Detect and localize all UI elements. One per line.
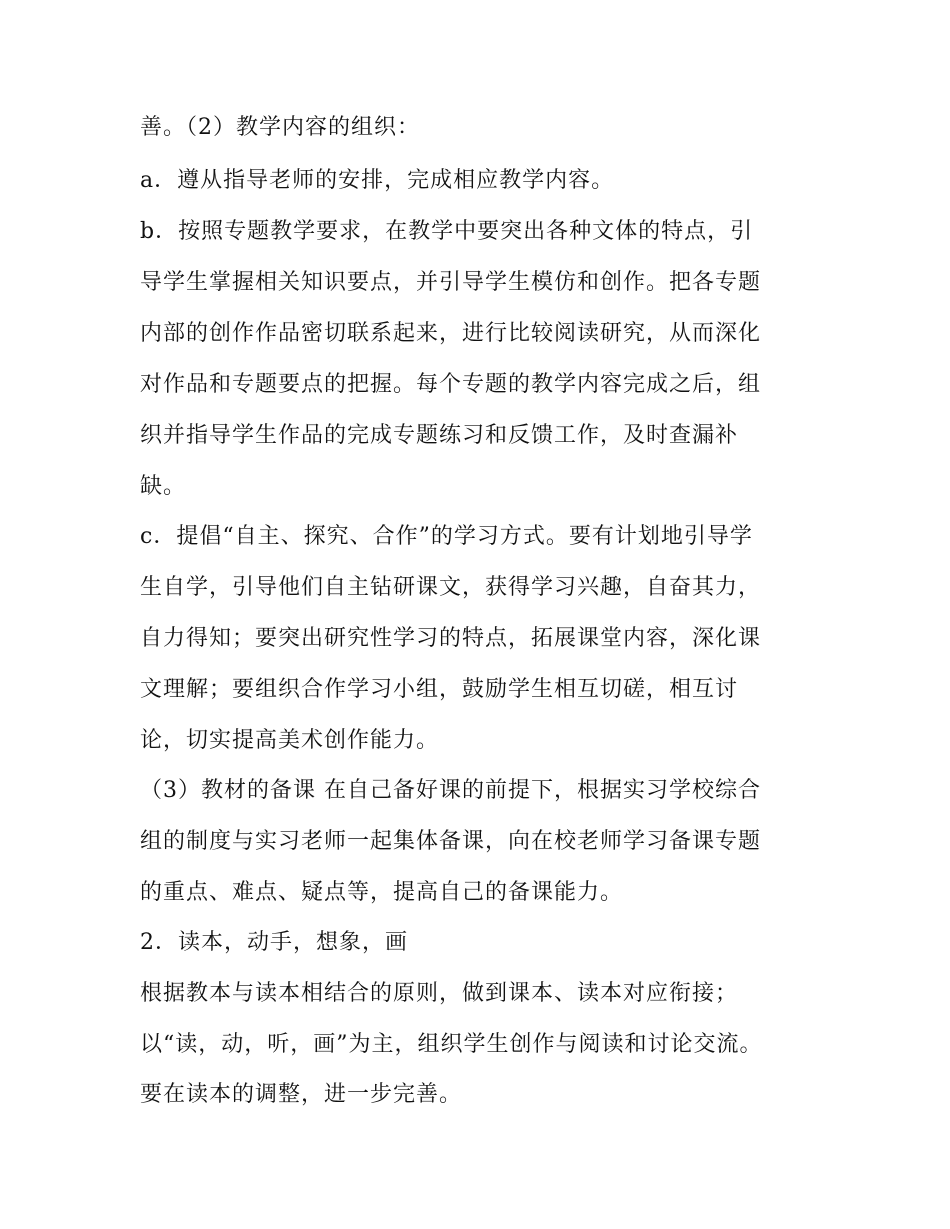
text-line: b．按照专题教学要求，在教学中要突出各种文体的特点，引 <box>140 219 754 244</box>
text-line: 导学生掌握相关知识要点，并引导学生模仿和创作。把各专题 <box>140 270 762 295</box>
text-line: 以“读，动，听，画”为主，组织学生创作与阅读和讨论交流。 <box>140 1032 763 1057</box>
text-line: 组的制度与实习老师一起集体备课，向在校老师学习备课专题 <box>140 829 762 854</box>
text-line: 自力得知；要突出研究性学习的特点，拓展课堂内容，深化课 <box>140 626 762 651</box>
text-line: 缺。 <box>140 474 187 499</box>
text-line: c．提倡“自主、探究、合作”的学习方式。要有计划地引导学 <box>140 524 753 549</box>
text-line: 对作品和专题要点的把握。每个专题的教学内容完成之后，组 <box>140 372 762 397</box>
text-line: a．遵从指导老师的安排，完成相应教学内容。 <box>140 168 615 193</box>
text-line: 论，切实提高美术创作能力。 <box>140 728 440 753</box>
text-line: 生自学，引导他们自主钻研课文，获得学习兴趣，自奋其力， <box>140 575 762 600</box>
text-line: （3）教材的备课 在自己备好课的前提下，根据实习学校综合 <box>140 778 761 803</box>
text-line: 善。（2）教学内容的组织： <box>140 115 420 140</box>
text-line: 的重点、难点、疑点等，提高自己的备课能力。 <box>140 880 624 905</box>
text-line: 文理解；要组织合作学习小组，鼓励学生相互切磋，相互讨 <box>140 677 739 702</box>
text-line: 2．读本，动手，想象，画 <box>140 930 408 955</box>
text-line: 织并指导学生作品的完成专题练习和反馈工作，及时查漏补 <box>140 423 739 448</box>
text-line: 要在读本的调整，进一步完善。 <box>140 1082 463 1107</box>
text-line: 根据教本与读本相结合的原则，做到课本、读本对应衔接； <box>140 981 739 1006</box>
text-line: 内部的创作作品密切联系起来，进行比较阅读研究，从而深化 <box>140 321 762 346</box>
